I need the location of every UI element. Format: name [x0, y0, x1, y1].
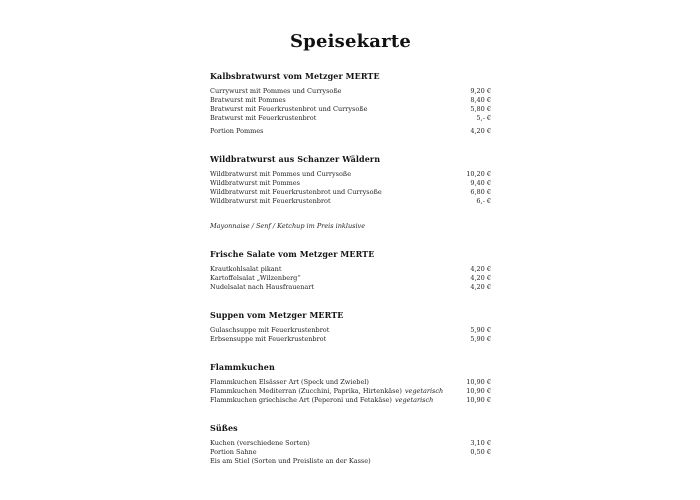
item-name: Wildbratwurst mit Pommes [210, 179, 300, 187]
menu-item-row [210, 87, 491, 96]
item-price: 0,50 € [470, 448, 491, 456]
section-heading: Kalbsbratwurst vom Metzger MERTE [210, 71, 380, 81]
item-price: 5,- € [476, 114, 491, 122]
section-groups [210, 326, 491, 344]
section-heading: Süßes [210, 423, 238, 433]
item-suffix-label: vegetarisch [394, 396, 434, 404]
item-name: Wildbratwurst mit Pommes und Currysoße [210, 170, 352, 178]
menu-item-row [210, 265, 491, 274]
menu-section [210, 423, 491, 466]
item-price: 8,40 € [470, 96, 491, 104]
menu-item-row [210, 96, 491, 105]
item-suffix-label: vegetarisch [404, 387, 444, 395]
menu-section [210, 71, 491, 136]
page-title: Speisekarte [289, 31, 412, 52]
section-groups [210, 170, 491, 206]
menu-item-row [210, 396, 491, 405]
item-name: Erbsensuppe mit Feuerkrustenbrot [210, 335, 327, 343]
section-groups [210, 265, 491, 292]
menu-item-row [210, 274, 491, 283]
item-price: 10,90 € [466, 387, 491, 395]
item-name: Portion Sahne [210, 448, 257, 456]
item-name: Flammkuchen Mediterran (Zucchini, Paprika, Hirtenkäse) vegetarisch [210, 387, 444, 395]
item-name: Flammkuchen Elsässer Art (Speck und Zwiebel) [210, 378, 369, 386]
menu-item-row [210, 457, 491, 466]
menu-section [210, 249, 491, 292]
item-group [210, 378, 491, 405]
item-price: 6,- € [476, 197, 491, 205]
item-group [210, 87, 491, 123]
item-price: 10,20 € [466, 170, 491, 178]
item-price: 6,80 € [470, 188, 491, 196]
item-price: 10,90 € [466, 396, 491, 404]
menu-sections [210, 71, 491, 466]
item-group [210, 326, 491, 344]
item-name: Eis am Stiel (Sorten und Preisliste an der Kasse) [210, 457, 371, 465]
item-name: Krautkohlsalat pikant [210, 265, 282, 273]
item-group [210, 127, 491, 136]
item-price: 5,80 € [470, 105, 491, 113]
item-name: Bratwurst mit Pommes [210, 96, 286, 104]
item-name: Wildbratwurst mit Feuerkrustenbrot [210, 197, 331, 205]
item-name: Kartoffelsalat „Wilzenberg“ [210, 274, 301, 282]
section-heading: Wildbratwurst aus Schanzer Wäldern [210, 154, 381, 164]
menu-item-row [210, 188, 491, 197]
item-group [210, 439, 491, 466]
item-price: 4,20 € [470, 265, 491, 273]
item-price: 4,20 € [470, 274, 491, 282]
item-name: Gulaschsuppe mit Feuerkrustenbrot [210, 326, 330, 334]
menu-item-row [210, 197, 491, 206]
item-group [210, 265, 491, 292]
menu-item-row [210, 378, 491, 387]
item-price: 5,90 € [470, 326, 491, 334]
item-price: 5,90 € [470, 335, 491, 343]
menu-item-row [210, 387, 491, 396]
menu-item-row [210, 105, 491, 114]
item-price: 10,90 € [466, 378, 491, 386]
menu-item-row [210, 170, 491, 179]
item-name: Bratwurst mit Feuerkrustenbrot [210, 114, 317, 122]
section-heading: Suppen vom Metzger MERTE [210, 310, 344, 320]
item-name: Currywurst mit Pommes und Currysoße [210, 87, 342, 95]
menu-note: Mayonnaise / Senf / Ketchup im Preis inklusive [210, 222, 366, 230]
section-groups [210, 378, 491, 405]
item-name: Portion Pommes [210, 127, 264, 135]
item-price: 3,10 € [470, 439, 491, 447]
menu-section [210, 310, 491, 344]
item-name: Flammkuchen griechische Art (Peperoni und Fetakäse) vegetarisch [210, 396, 434, 404]
menu-item-row [210, 448, 491, 457]
item-price: 9,20 € [470, 87, 491, 95]
section-groups [210, 439, 491, 466]
item-name: Bratwurst mit Feuerkrustenbrot und Currysoße [210, 105, 368, 113]
item-name: Wildbratwurst mit Feuerkrustenbrot und Currysoße [210, 188, 382, 196]
section-heading: Frische Salate vom Metzger MERTE [210, 249, 375, 259]
menu-item-row [210, 283, 491, 292]
item-price: 4,20 € [470, 283, 491, 291]
menu-item-row [210, 439, 491, 448]
item-name: Nudelsalat nach Hausfrauenart [210, 283, 315, 291]
section-groups [210, 87, 491, 136]
menu-item-row [210, 179, 491, 188]
item-name: Kuchen (verschiedene Sorten) [210, 439, 310, 447]
menu-item-row [210, 127, 491, 136]
menu-item-row [210, 114, 491, 123]
item-price: 9,40 € [470, 179, 491, 187]
item-price: 4,20 € [470, 127, 491, 135]
menu-item-row [210, 335, 491, 344]
item-group [210, 170, 491, 206]
menu-section [210, 154, 491, 231]
section-heading: Flammkuchen [210, 362, 275, 372]
menu-item-row [210, 326, 491, 335]
menu-section [210, 362, 491, 405]
menu-content [210, 31, 491, 466]
